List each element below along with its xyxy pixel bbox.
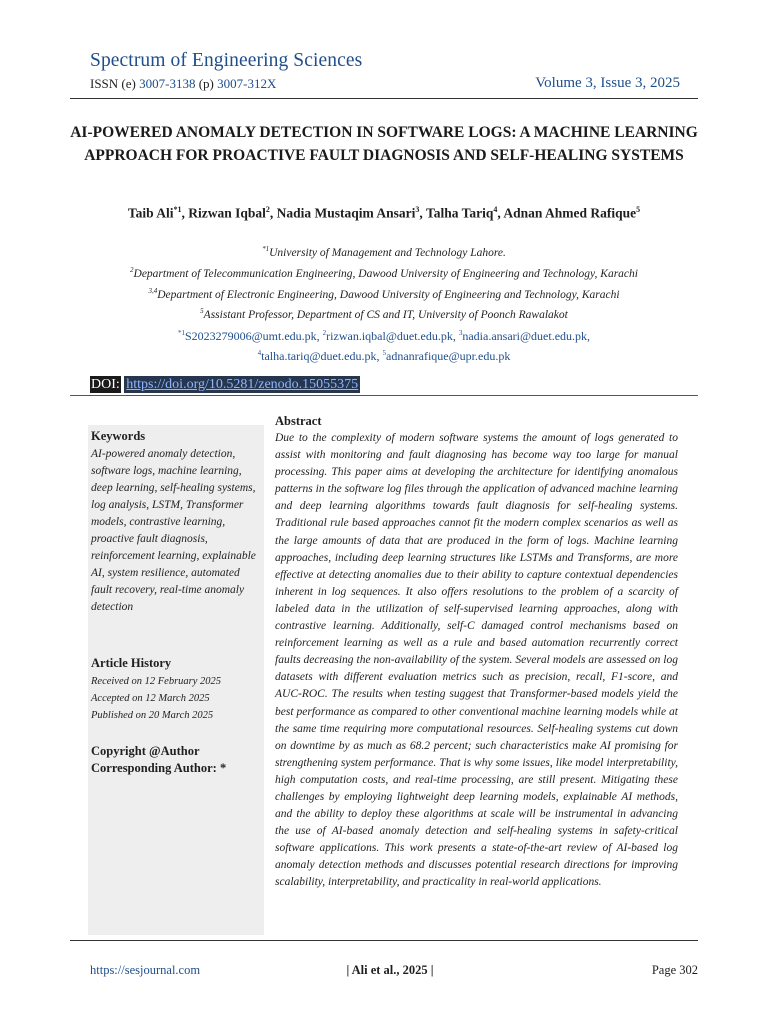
received-date: Received on 12 February 2025: [91, 676, 222, 687]
affiliation-line: [60, 262, 708, 283]
email-superscript: 5: [382, 349, 386, 357]
corresponding-author: Corresponding Author: *: [91, 761, 227, 775]
article-info-sidebar: [88, 425, 264, 935]
copyright-line: Copyright @Author: [91, 744, 200, 758]
email-link[interactable]: S2023279006@umt.edu.pk: [184, 329, 317, 343]
affiliation-superscript: *1: [262, 245, 270, 253]
affiliation-line: [60, 283, 708, 304]
author-superscript: 4: [493, 205, 498, 214]
issn-print-link[interactable]: 3007-312X: [217, 76, 277, 91]
author-name: Talha Tariq: [425, 205, 494, 221]
email-link[interactable]: talha.tariq@duet.edu.pk: [261, 349, 377, 363]
author-name: Taib Ali: [127, 205, 174, 221]
email-separator: ,: [452, 329, 459, 343]
keywords-heading: Keywords: [91, 429, 146, 443]
footer-citation: | Ali et al., 2025 |: [346, 963, 434, 977]
header-divider: [70, 98, 698, 99]
issn-line: [90, 76, 276, 92]
doi-divider: [70, 395, 698, 396]
footer-divider: [70, 940, 698, 941]
email-list: [60, 325, 708, 365]
doi-link[interactable]: https://doi.org/10.5281/zenodo.15055375: [126, 377, 359, 392]
author-superscript: 2: [265, 205, 270, 214]
author-separator: ,: [269, 205, 277, 221]
issn-electronic-link[interactable]: 3007-3138: [139, 76, 196, 91]
email-separator: ,: [587, 329, 591, 343]
affiliation-text: Assistant Professor, Department of CS and IT, University of Poonch Rawalakot: [203, 309, 568, 322]
affiliation-text: University of Management and Technology Lahore.: [269, 246, 506, 259]
journal-name: Spectrum of Engineering Sciences: [90, 50, 363, 71]
issn-prefix: ISSN (e): [90, 76, 140, 91]
email-superscript: 2: [322, 329, 327, 337]
author-separator: ,: [497, 205, 504, 221]
published-date: Published on 20 March 2025: [91, 710, 214, 721]
author-separator: ,: [419, 205, 426, 221]
volume-issue: Volume 3, Issue 3, 2025: [535, 75, 680, 91]
affiliation-line: [60, 303, 708, 324]
affiliation-superscript: 2: [130, 265, 134, 274]
author-separator: ,: [181, 205, 189, 221]
affiliation-superscript: 5: [200, 307, 204, 316]
email-separator: ,: [316, 329, 323, 343]
article-history-heading: Article History: [91, 656, 172, 670]
abstract-text: Due to the complexity of modern software systems the amount of logs generated to assist with monitoring and fault diagnosing has become way too large for manual processing. This paper aims at developing the architecture for identifying anomalous patterns in the software log files through the application of advanced machine learning and deep learning algorithms towards fault diagnosis for self-healing systems. Traditional rule based approaches cannot fit the modern complex scenarios as well as the large amounts of data that are produced in the form of logs. Machine learning approaches, including deep learning structures like LSTMs and Transforms, are more effective at detecting anomalies due to their ability to capture contextual dependencies inherent in log sequences. It also offers resolutions to the problem of a scarcity of labeled data in the utilization of self-supervised learning approaches, along with contrastive learning. Additionally, self-C damaged control mechanisms based on reinforcement learning as well as a rule and based automation recurrently correct faults decreasing the non-availability of the system. Several models are assessed on log datasets with different evaluation metrics such as precision, recall, F1-score, and AUC-ROC. The results when testing suggest that Transformer-based models yield the best performance as compared to other conventional machine learning models while at the same time requiring more computational resources. Self-healing systems cut down on downtime by as much as 68.2 percent; such characteristics make AI promising for strengthening system performance. That is why some issues, like model interpretability, high computation costs, and real-time processing, are still present. Mitigating these challenges by employing lightweight deep learning models, explainable AI methods, and the ability to deploy these algorithms at scale will be instrumental in advancing the use of AI-based anomaly detection and self-healing systems in safety-critical software applications. This work presents a state-of-the-art review of AI-based log anomaly detection methods and discusses potential research directions for improving scalability, interpretability, and practicality in real-world applications.: [275, 432, 678, 889]
issn-mid: (p): [195, 76, 218, 91]
author-name: Nadia Mustaqim Ansari: [276, 205, 416, 221]
email-link[interactable]: adnanrafique@upr.edu.pk: [386, 349, 511, 363]
email-separator: ,: [376, 349, 383, 363]
email-link[interactable]: rizwan.iqbal@duet.edu.pk: [326, 329, 453, 343]
affiliation-list: [60, 241, 708, 324]
affiliation-superscript: 3,4: [148, 286, 158, 295]
author-list: [60, 205, 708, 222]
doi-label: DOI:: [91, 377, 120, 392]
doi-row: [90, 377, 360, 393]
author-name: Rizwan Iqbal: [188, 205, 266, 221]
author-superscript: *1: [173, 205, 182, 214]
email-superscript: 3: [458, 329, 463, 337]
author-name: Adnan Ahmed Rafique: [503, 205, 637, 221]
email-superscript: 4: [257, 349, 262, 357]
abstract-heading: Abstract: [275, 414, 322, 428]
affiliation-text: Department of Electronic Engineering, Dawood University of Engineering and Technology, Karachi: [157, 288, 620, 301]
email-link[interactable]: nadia.ansari@duet.edu.pk: [462, 329, 588, 343]
affiliation-text: Department of Telecommunication Engineering, Dawood University of Engineering and Technology, Karachi: [133, 267, 638, 280]
footer-journal-link[interactable]: https://sesjournal.com: [90, 963, 201, 977]
keywords-text: AI-powered anomaly detection, software logs, machine learning, deep learning, self-healing systems, log analysis, LSTM, Transformer models, contrastive learning, proactive fault diagnosis, reinforcement learning, explainable AI, system resilience, automated fault recovery, real-time anomaly detection: [91, 448, 256, 613]
affiliation-line: [60, 241, 708, 262]
paper-title: AI-POWERED ANOMALY DETECTION IN SOFTWARE LOGS: A MACHINE LEARNING APPROACH FOR PROACTIVE FAULT DIAGNOSIS AND SELF-HEALING SYSTEMS: [70, 124, 698, 164]
author-superscript: 3: [415, 205, 420, 214]
page-number: Page 302: [651, 963, 698, 977]
email-superscript: *1: [177, 329, 185, 337]
author-superscript: 5: [636, 205, 641, 214]
accepted-date: Accepted on 12 March 2025: [91, 693, 210, 704]
